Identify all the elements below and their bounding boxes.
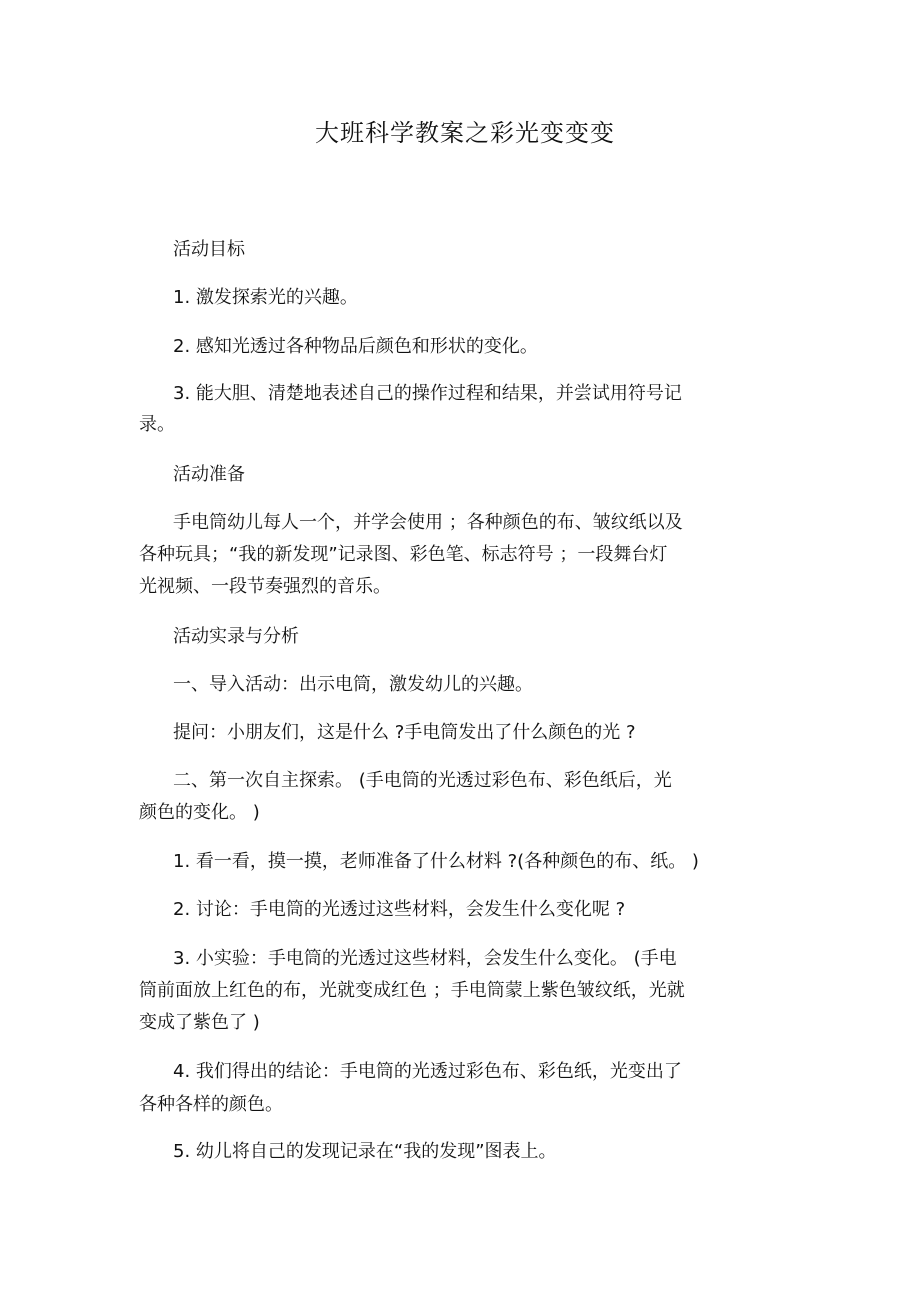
preparation-line-2: 各种玩具；“我的新发现”记录图、彩色笔、标志符号 ；一段舞台灯	[139, 544, 668, 565]
section-heading-preparation: 活动准备	[173, 464, 245, 485]
preparation-line-3: 光视频、一段节奏强烈的音乐。	[139, 576, 391, 597]
document-title: 大班科学教案之彩光变变变	[315, 119, 615, 147]
section-heading-record: 活动实录与分析	[173, 626, 299, 647]
goal-1: 1. 激发探索光的兴趣。	[173, 287, 358, 308]
step-two-line-1: 二、第一次自主探索。 (手电筒的光透过彩色布、彩色纸后，光	[173, 770, 672, 791]
item-4-line-2: 各种各样的颜色。	[139, 1094, 283, 1115]
goal-3-line-1: 3. 能大胆、清楚地表述自己的操作过程和结果，并尝试用符号记	[173, 383, 682, 404]
item-3-line-1: 3. 小实验：手电筒的光透过这些材料，会发生什么变化。 (手电	[173, 948, 677, 969]
step-two-line-2: 颜色的变化。 )	[139, 802, 260, 823]
question-line: 提问：小朋友们，这是什么 ?手电筒发出了什么颜色的光 ?	[173, 722, 636, 743]
goal-2: 2. 感知光透过各种物品后颜色和形状的变化。	[173, 336, 538, 357]
item-5: 5. 幼儿将自己的发现记录在“我的发现”图表上。	[173, 1141, 557, 1162]
section-heading-goals: 活动目标	[173, 239, 245, 260]
goal-3-line-2: 录。	[139, 414, 175, 435]
item-2: 2. 讨论：手电筒的光透过这些材料，会发生什么变化呢 ?	[173, 899, 626, 920]
step-intro: 一、导入活动：出示电筒，激发幼儿的兴趣。	[173, 674, 533, 695]
item-4-line-1: 4. 我们得出的结论：手电筒的光透过彩色布、彩色纸，光变出了	[173, 1061, 682, 1082]
preparation-line-1: 手电筒幼儿每人一个，并学会使用 ；各种颜色的布、皱纹纸以及	[173, 512, 683, 533]
item-3-line-2: 筒前面放上红色的布，光就变成红色 ；手电筒蒙上紫色皱纹纸，光就	[139, 980, 685, 1001]
item-3-line-3: 变成了紫色了 )	[139, 1012, 260, 1033]
item-1: 1. 看一看，摸一摸，老师准备了什么材料 ?(各种颜色的布、纸。 )	[173, 851, 699, 872]
